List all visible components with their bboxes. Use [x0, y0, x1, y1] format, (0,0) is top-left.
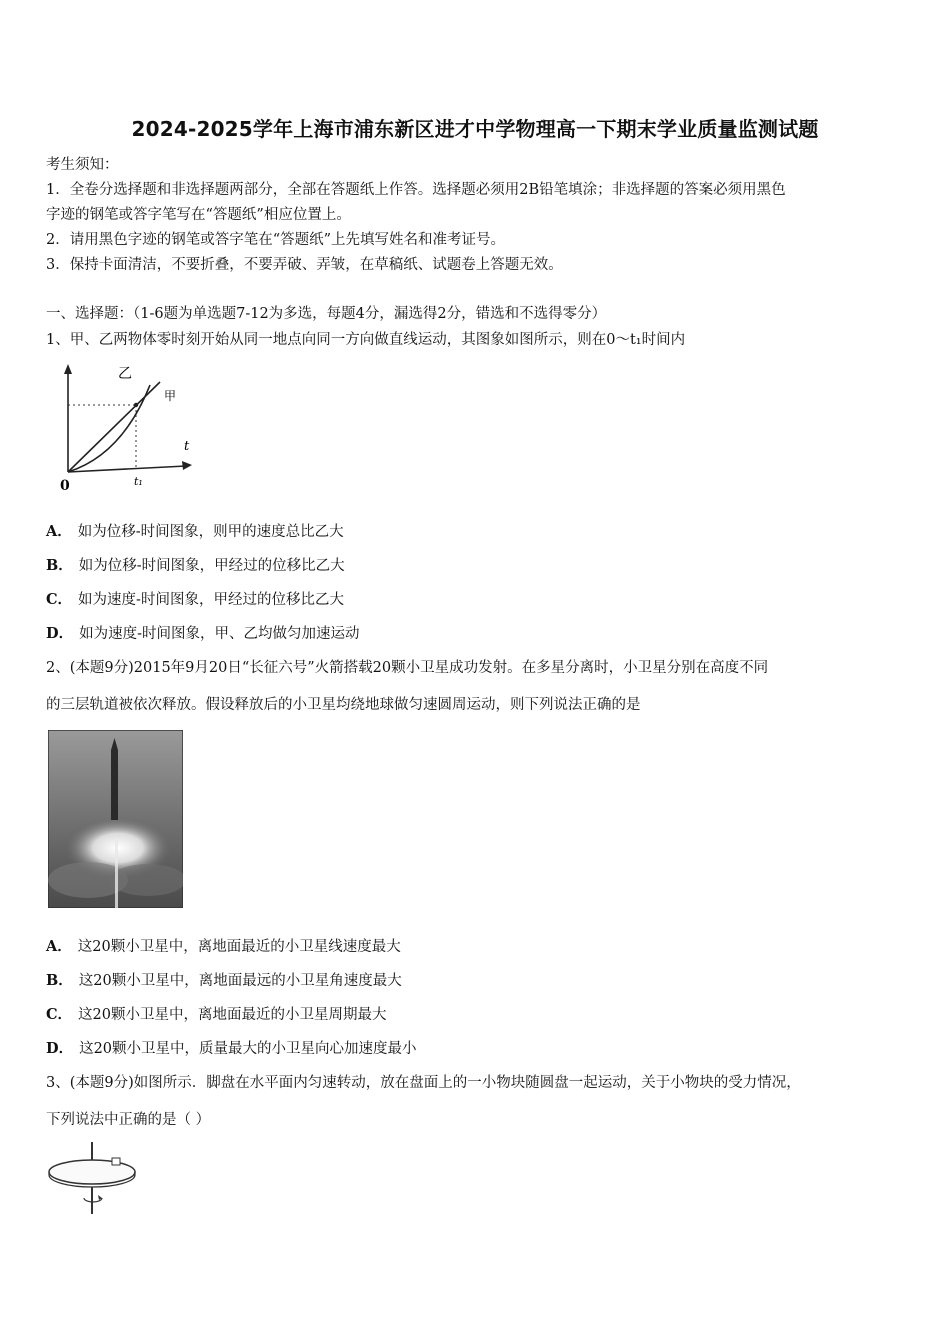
q2-option-d[interactable]: D． 这20颗小卫星中，质量最大的小卫星向心加速度最小	[46, 1040, 417, 1057]
q3-stem-line-1: 3、(本题9分)如图所示．脚盘在水平面内匀速转动，放在盘面上的一小物块随圆盘一起运动，关于小物块的受力情况，	[46, 1075, 801, 1091]
rocket-body	[111, 750, 118, 820]
rocket-launch-photo	[48, 730, 183, 908]
q2-option-a[interactable]: A． 这20颗小卫星中，离地面最近的小卫星线速度最大	[46, 938, 401, 955]
label-t1: t₁	[134, 475, 143, 488]
q2-stem-line-1: 2、(本题9分)2015年9月20日“长征六号”火箭搭载20颗小卫星成功发射。在多星分离时，小卫星分别在高度不同	[46, 660, 769, 676]
notice-heading: 考生须知：	[46, 157, 119, 173]
label-t-axis: t	[184, 439, 190, 454]
q2-stem-line-2: 的三层轨道被依次释放。假设释放后的小卫星均绕地球做匀速圆周运动，则下列说法正确的是	[46, 697, 641, 713]
label-yi: 乙	[118, 366, 132, 382]
notice-line-1: 1．全卷分选择题和非选择题两部分，全部在答题纸上作答。选择题必须用2B铅笔填涂；非选择题的答案必须用黑色	[46, 182, 786, 198]
disk	[49, 1160, 135, 1184]
t-axis	[68, 466, 186, 472]
notice-line-2: 字迹的钢笔或答字笔写在“答题纸”相应位置上。	[46, 207, 351, 223]
q1-graph-figure	[52, 360, 202, 495]
notice-line-3: 2．请用黑色字迹的钢笔或答字笔在“答题纸”上先填写姓名和准考证号。	[46, 232, 506, 248]
q1-option-a[interactable]: A． 如为位移-时间图象，则甲的速度总比乙大	[46, 523, 344, 540]
q2-option-b[interactable]: B． 这20颗小卫星中，离地面最远的小卫星角速度最大	[46, 972, 402, 989]
label-origin: 0	[60, 478, 70, 494]
q3-stem-line-2: 下列说法中正确的是（ ）	[46, 1112, 211, 1128]
q2-option-c[interactable]: C． 这20颗小卫星中，离地面最近的小卫星周期最大	[46, 1006, 387, 1023]
q1-option-d[interactable]: D． 如为速度-时间图象，甲、乙均做匀加速运动	[46, 625, 360, 642]
rotating-disk-figure	[44, 1138, 144, 1220]
notice-line-4: 3．保持卡面清洁，不要折叠，不要弄破、弄皱，在草稿纸、试题卷上答题无效。	[46, 257, 563, 273]
q1-option-c[interactable]: C． 如为速度-时间图象，甲经过的位移比乙大	[46, 591, 344, 608]
small-block	[112, 1158, 120, 1165]
q1-option-b[interactable]: B． 如为位移-时间图象，甲经过的位移比乙大	[46, 557, 345, 574]
y-axis-arrow	[64, 364, 72, 374]
t-axis-arrow	[182, 461, 192, 470]
label-jia: 甲	[164, 389, 177, 403]
section-heading: 一、选择题：（1-6题为单选题7-12为多选，每题4分，漏选得2分，错选和不选得零分）	[46, 306, 607, 322]
intersection-point	[134, 403, 138, 407]
page-title: 2024-2025学年上海市浦东新区进才中学物理高一下期末学业质量监测试题	[131, 117, 819, 141]
q1-stem: 1、甲、乙两物体零时刻开始从同一地点向同一方向做直线运动，其图象如图所示，则在0～t₁时间内	[46, 332, 686, 348]
